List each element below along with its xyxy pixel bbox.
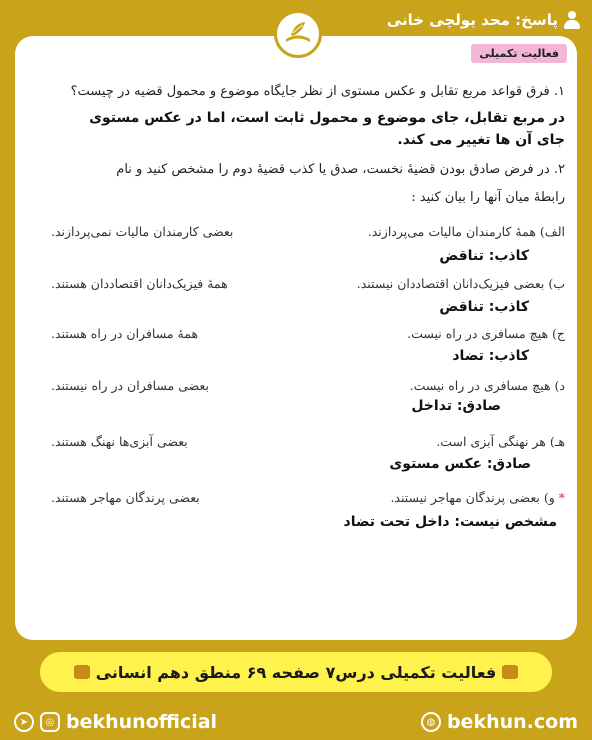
lesson-banner (40, 652, 552, 692)
lesson-banner-text: فعالیت تکمیلی درس۷ صفحه ۶۹ منطق دهم انسانی (95, 662, 497, 682)
second-proposition: همهٔ مسافران در راه هستند. (51, 326, 199, 341)
second-proposition: بعضی پرندگان مهاجر هستند. (51, 490, 200, 505)
answer-1-line-1: در مربع تقابل، جای موضوع و محمول ثابت است، اما در عکس مستوی (89, 110, 565, 126)
star-marker: * (558, 490, 565, 505)
activity-badge: فعالیت تکمیلی (471, 44, 567, 63)
website-link[interactable] (421, 711, 578, 733)
item-result: کاذب: تناقض (439, 299, 529, 315)
website-text[interactable]: bekhun.com (446, 711, 578, 733)
globe-icon: ◍ (421, 712, 441, 732)
user-icon (564, 11, 580, 29)
first-proposition (390, 490, 565, 505)
first-proposition-text: و) بعضی پرندگان مهاجر نیستند. (390, 490, 555, 505)
telegram-icon[interactable]: ➤ (14, 712, 34, 732)
social-handle[interactable]: bekhunofficial (66, 711, 218, 733)
first-proposition: د) هیچ مسافری در راه نیست. (409, 378, 565, 393)
social-links[interactable] (14, 711, 217, 733)
answer-1-line-2: جای آن ها تغییر می کند. (397, 132, 565, 148)
student-icon (74, 665, 90, 679)
item-result: صادق: تداخل (411, 398, 501, 414)
second-proposition: بعضی کارمندان مالیات نمی‌پردازند. (51, 224, 234, 239)
item-row (25, 378, 565, 398)
second-proposition: همهٔ فیزیک‌دانان اقتصاددان هستند. (51, 276, 228, 291)
item-result: صادق: عکس مستوی (389, 456, 531, 472)
item-row (25, 326, 565, 346)
item-row (25, 224, 565, 244)
footer (0, 704, 592, 740)
first-proposition: ب) بعضی فیزیک‌دانان اقتصاددان نیستند. (356, 276, 565, 291)
book-leaf-icon (281, 17, 315, 51)
first-proposition: ج) هیچ مسافری در راه نیست. (407, 326, 565, 341)
content-card (15, 36, 577, 640)
question-2-line-2: رابطهٔ میان آنها را بیان کنید : (411, 190, 565, 205)
second-proposition: بعضی آبزی‌ها نهنگ هستند. (51, 434, 188, 449)
item-result: مشخص نیست: داخل تحت تضاد (343, 514, 557, 530)
author-label (387, 11, 580, 29)
item-row (25, 490, 565, 510)
item-row (25, 434, 565, 454)
second-proposition: بعضی مسافران در راه نیستند. (51, 378, 209, 393)
question-1: ۱. فرق قواعد مربع تقابل و عکس مستوی از نظر جایگاه موضوع و محمول قضیه در چیست؟ (70, 84, 565, 99)
item-result: کاذب: تناقض (439, 248, 529, 264)
author-text: پاسخ: محد یولچی خانی (386, 11, 558, 29)
first-proposition: هـ) هر نهنگی آبزی است. (436, 434, 565, 449)
brand-logo (274, 10, 322, 58)
item-row (25, 276, 565, 296)
student-icon (502, 665, 518, 679)
item-result: کاذب: تضاد (452, 348, 529, 364)
question-2-line-1: ۲. در فرض صادق بودن قضیهٔ نخست، صدق یا کذب قضیهٔ دوم را مشخص کنید و نام (116, 162, 565, 177)
first-proposition: الف) همهٔ کارمندان مالیات می‌پردازند. (367, 224, 565, 239)
instagram-icon[interactable]: ◎ (40, 712, 60, 732)
